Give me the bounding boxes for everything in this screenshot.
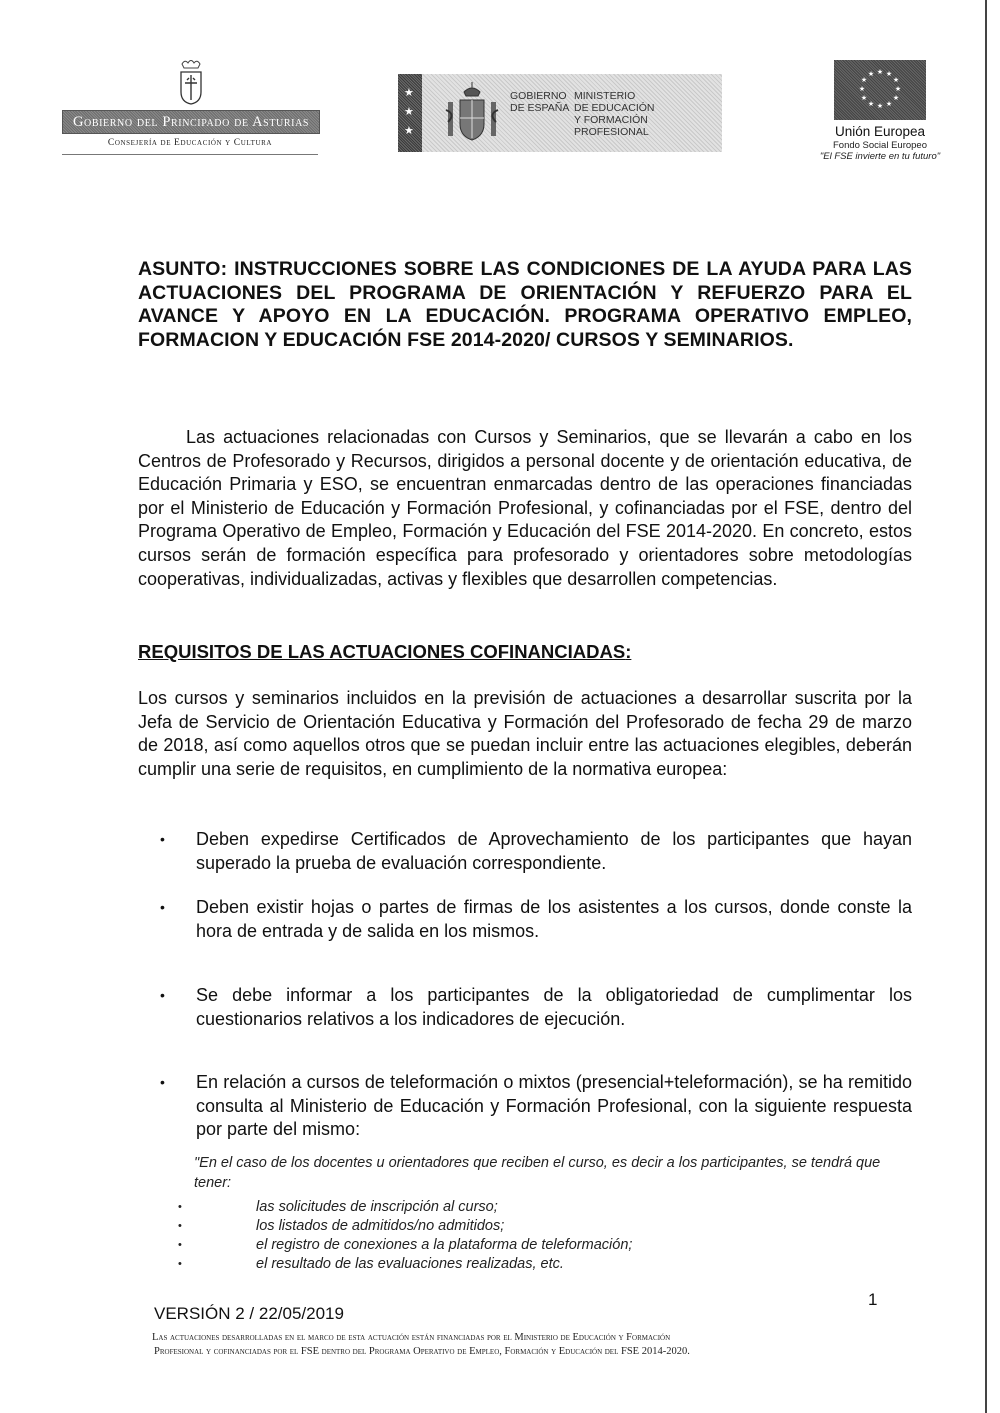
- asturias-divider: [62, 154, 318, 155]
- svg-text:★: ★: [867, 70, 875, 78]
- list-item: • Se debe informar a los participantes de la obligatoriedad de cumplimentar los cuestionarios relativos a los indicadores de ejecución.: [160, 985, 912, 1029]
- spain-ministry-logo: [398, 74, 722, 152]
- intro-paragraph: Las actuaciones relacionadas con Cursos y Seminarios, que se llevarán a cabo en los Centros de Profesorado y Recursos, dirigidos a personal docente y de orientación educativa, de Educación Primaria y ESO, se encuentran enmarcadas dentro de las operaciones financiadas por el Ministerio de Educación y Formación Profesional, y cofinanciadas por el FSE, dentro del Programa Operativo de Empleo, Formación y Educación del FSE 2014-2020. En concreto, estos cursos serán de formación específica para profesorado y orientadores sobre metodologías cooperativas, individualizadas, activas y flexibles que desarrollen competencias.: [138, 427, 912, 589]
- svg-text:★: ★: [894, 85, 902, 93]
- ministry-response-quote: "En el caso de los docentes u orientadores que reciben el curso, es decir a los participantes, se tendrá que tener:: [194, 1155, 881, 1191]
- page-number: 1: [868, 1290, 878, 1309]
- svg-text:★: ★: [876, 102, 884, 110]
- bullet-icon: •: [160, 831, 165, 847]
- list-item: • Deben expedirse Certificados de Aprovechamiento de los participantes que hayan superado la prueba de evaluación correspondiente.: [160, 829, 912, 873]
- star-icon: ★: [404, 125, 414, 137]
- star-icon: ★: [404, 87, 414, 99]
- asturias-crest-icon: [176, 58, 206, 106]
- requirements-list: [160, 1071, 912, 1142]
- bullet-icon: •: [160, 1074, 165, 1090]
- svg-text:★: ★: [885, 70, 893, 78]
- spain-coat-of-arms-icon: [442, 80, 502, 146]
- bullet-icon: •: [178, 1258, 182, 1270]
- list-item: • las solicitudes de inscripción al curso;: [178, 1199, 498, 1215]
- svg-text:★: ★: [876, 68, 884, 76]
- list-item: • En relación a cursos de teleformación o mixtos (presencial+teleformación), se ha remitido consulta al Ministerio de Educación y Formación Profesional, con la siguiente respuesta por parte del mismo:: [160, 1072, 912, 1140]
- svg-text:★: ★: [860, 94, 868, 102]
- list-item: • el registro de conexiones a la plataforma de teleformación;: [178, 1237, 633, 1253]
- spain-ministry-label: MINISTERIO DE EDUCACIÓN Y FORMACIÓN PROFESIONAL: [574, 90, 655, 138]
- document-version: VERSIÓN 2 / 22/05/2019: [154, 1304, 344, 1323]
- svg-text:★: ★: [892, 76, 900, 84]
- requirements-intro: Los cursos y seminarios incluidos en la previsión de actuaciones a desarrollar suscrita por la Jefa de Servicio de Orientación Educativa y Formación del Profesorado de fecha 29 de marzo de 2018, así como aquellos otros que se puedan incluir entre las actuaciones elegibles, deberán cumplir una serie de requisitos, en cumplimiento de la normativa europea:: [138, 688, 912, 779]
- svg-text:★: ★: [860, 76, 868, 84]
- page-edge-line: [985, 0, 987, 1413]
- requirements-list: [160, 984, 912, 1031]
- asturias-banner: Gobierno del Principado de Asturias: [62, 110, 320, 134]
- eu-title: Unión Europea: [834, 124, 926, 139]
- bullet-icon: •: [160, 987, 165, 1003]
- asturias-subtitle: Consejería de Educación y Cultura: [107, 138, 273, 148]
- eu-motto: "El FSE invierte en tu futuro": [819, 151, 941, 162]
- list-item: • el resultado de las evaluaciones realizadas, etc.: [178, 1256, 564, 1272]
- svg-text:★: ★: [885, 100, 893, 108]
- requirements-list: [160, 896, 912, 943]
- list-item: • Deben existir hojas o partes de firmas de los asistentes a los cursos, donde conste la hora de entrada y de salida en los mismos.: [160, 897, 912, 941]
- requirements-heading: REQUISITOS DE LAS ACTUACIONES COFINANCIADAS:: [138, 641, 632, 662]
- bullet-icon: •: [178, 1220, 182, 1232]
- star-icon: ★: [404, 106, 414, 118]
- list-item: • los listados de admitidos/no admitidos;: [178, 1218, 505, 1234]
- eu-fund-name: Fondo Social Europeo: [832, 140, 927, 151]
- svg-text:★: ★: [858, 85, 866, 93]
- quote-list: [178, 1198, 878, 1274]
- svg-text:★: ★: [892, 94, 900, 102]
- document-subject: ASUNTO: INSTRUCCIONES SOBRE LAS CONDICIONES DE LA AYUDA PARA LAS ACTUACIONES DEL PROGRAMA DE ORIENTACIÓN Y REFUERZO PARA EL AVANCE Y APOYO EN LA EDUCACIÓN. PROGRAMA OPERATIVO EMPLEO, FORMACION Y EDUCACIÓN FSE 2014-2020/ CURSOS Y SEMINARIOS.: [138, 258, 912, 351]
- eu-logo: [812, 60, 948, 162]
- spain-government-label: GOBIERNO DE ESPAÑA: [510, 90, 570, 114]
- bullet-icon: •: [178, 1239, 182, 1251]
- svg-text:★: ★: [867, 100, 875, 108]
- bullet-icon: •: [160, 899, 165, 915]
- funding-footer-note: Las actuaciones desarrolladas en el marco de esta actuación están financiadas por el Ministerio de Educación y Formación Profesional y cofinanciadas por el FSE dentro del Programa Operativo de Empleo, Formación y Educación del FSE 2014-2020.: [152, 1332, 690, 1357]
- eu-flag-icon: [834, 60, 926, 120]
- requirements-list: [160, 828, 912, 875]
- bullet-icon: •: [178, 1201, 182, 1213]
- spain-flag-stripe: [398, 74, 422, 152]
